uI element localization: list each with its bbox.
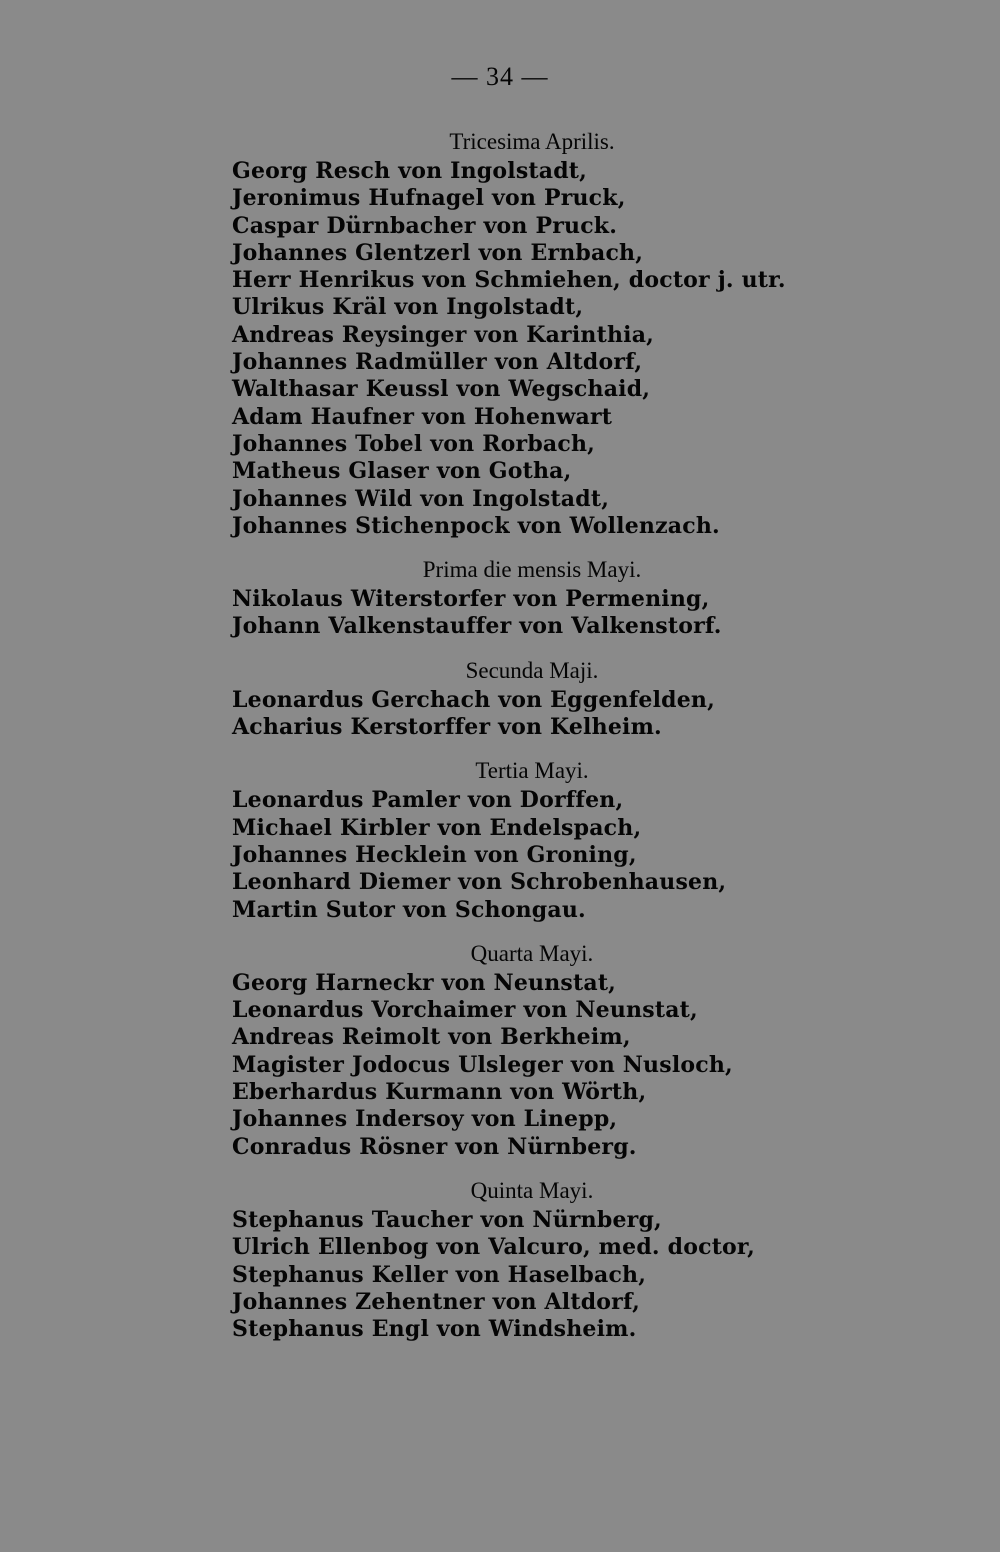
matriculation-entry: Herr Henrikus von Schmiehen, doctor j. utr. <box>232 267 786 294</box>
date-heading: Quarta Mayi. <box>470 940 594 966</box>
matriculation-entry: Johannes Wild von Ingolstadt, <box>232 485 610 512</box>
matriculation-entry: Stephanus Keller von Haselbach, <box>232 1261 647 1288</box>
matriculation-entry: Johannes Glentzerl von Ernbach, <box>232 239 644 266</box>
entry-list <box>232 126 792 1343</box>
matriculation-entry: Magister Jodocus Ulsleger von Nusloch, <box>232 1051 733 1078</box>
matriculation-entry: Stephanus Taucher von Nürnberg, <box>232 1206 662 1233</box>
matriculation-entry: Michael Kirbler von Endelspach, <box>232 814 642 841</box>
matriculation-entry: Adam Haufner von Hohenwart <box>232 403 613 430</box>
matriculation-entry: Leonardus Pamler von Dorffen, <box>232 787 624 814</box>
matriculation-entry: Ulrikus Kräl von Ingolstadt, <box>232 294 584 321</box>
matriculation-entry: Johannes Tobel von Rorbach, <box>232 430 596 457</box>
matriculation-entry: Acharius Kerstorffer von Kelheim. <box>232 714 662 741</box>
matriculation-entry: Johannes Indersoy von Linepp, <box>232 1106 618 1133</box>
matriculation-entry: Andreas Reimolt von Berkheim, <box>232 1024 631 1051</box>
matriculation-entry: Georg Resch von Ingolstadt, <box>232 158 588 184</box>
matriculation-entry: Conradus Rösner von Nürnberg. <box>232 1133 637 1160</box>
matriculation-entry: Andreas Reysinger von Karinthia, <box>232 321 655 348</box>
matriculation-entry: Georg Harneckr von Neunstat, <box>232 969 617 996</box>
page-number: — 34 — <box>451 62 549 91</box>
matriculation-entry: Leonardus Vorchaimer von Neunstat, <box>232 997 698 1024</box>
matriculation-entry: Leonardus Gerchach von Eggenfelden, <box>232 686 715 713</box>
matriculation-entry: Johannes Stichenpock von Wollenzach. <box>232 512 720 539</box>
matriculation-entry: Eberhardus Kurmann von Wörth, <box>232 1079 647 1106</box>
matriculation-entry: Johannes Hecklein von Groning, <box>232 841 637 868</box>
matriculation-entry: Johann Valkenstauffer von Valkenstorf. <box>232 613 722 640</box>
matriculation-entry: Matheus Glaser von Gotha, <box>232 458 572 485</box>
matriculation-entry: Johannes Radmüller von Altdorf, <box>232 349 643 376</box>
matriculation-entry: Leonhard Diemer von Schrobenhausen, <box>232 869 727 896</box>
date-heading: Prima die mensis Mayi. <box>422 557 642 583</box>
matriculation-entry: Nikolaus Witerstorfer von Permening, <box>232 586 710 613</box>
matriculation-entry: Jeronimus Hufnagel von Pruck, <box>232 185 626 212</box>
matriculation-entry: Ulrich Ellenbog von Valcuro, med. doctor, <box>232 1234 755 1261</box>
date-heading: Quinta Mayi. <box>470 1177 594 1203</box>
matriculation-entry: Johannes Zehentner von Altdorf, <box>232 1288 641 1315</box>
matriculation-entry: Martin Sutor von Schongau. <box>232 896 586 923</box>
matriculation-entry: Caspar Dürnbacher von Pruck. <box>232 212 618 239</box>
date-heading: Secunda Maji. <box>465 657 599 683</box>
date-heading: Tricesima Aprilis. <box>449 129 615 154</box>
date-heading: Tertia Mayi. <box>475 758 589 784</box>
matriculation-entry: Stephanus Engl von Windsheim. <box>232 1316 637 1343</box>
matriculation-entry: Walthasar Keussl von Wegschaid, <box>232 376 651 403</box>
